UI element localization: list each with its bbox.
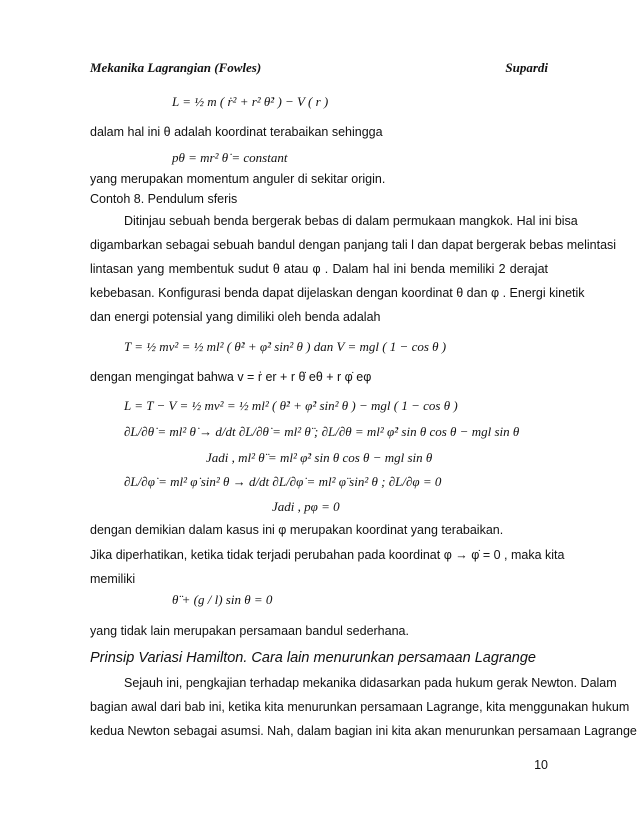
page-number: 10 [534, 758, 548, 772]
equation-momentum: pθ = mr² θ̇ = constant [172, 150, 288, 165]
paragraph-angular-momentum: yang merupakan momentum anguler di sekitar origin. [90, 172, 386, 186]
equation-theta-derivatives: ∂L/∂θ̇ = ml² θ̇ → d/dt ∂L/∂θ̇ = ml² θ̈ ; ∂L/∂θ = ml² φ̇² sin θ cos θ − mgl sin θ [124, 424, 520, 439]
equation-simple-pendulum: θ̈ + (g / l) sin θ = 0 [172, 592, 273, 607]
paragraph-line: Sejauh ini, pengkajian terhadap mekanika didasarkan pada hukum gerak Newton. Dalam [124, 676, 617, 690]
paragraph-velocity: dengan mengingat bahwa v = ṙ er + r θ̇ eθ + r φ̇ eφ [90, 370, 372, 384]
paragraph-line: dan energi potensial yang dimiliki oleh benda adalah [90, 310, 381, 324]
example-title: Contoh 8. Pendulum sferis [90, 192, 238, 206]
paragraph-line: Ditinjau sebuah benda bergerak bebas di dalam permukaan mangkok. Hal ini bisa [124, 214, 578, 228]
paragraph-simple-pendulum: yang tidak lain merupakan persamaan bandul sederhana. [90, 624, 409, 638]
paragraph-line: lintasan yang membentuk sudut θ atau φ . Dalam hal ini benda memiliki 2 derajat [90, 262, 548, 276]
paragraph-line: memiliki [90, 572, 136, 586]
paragraph-phi-ignorable: dengan demikian dalam kasus ini φ merupakan koordinat yang terabaikan. [90, 523, 504, 537]
paragraph-line: bagian awal dari bab ini, ketika kita menurunkan persamaan Lagrange, kita menggunakan hukum [90, 700, 630, 714]
equation-lagrangian-full: L = T − V = ½ mv² = ½ ml² ( θ̇² + φ̇² sin² θ ) − mgl ( 1 − cos θ ) [124, 398, 458, 413]
paragraph-line: kedua Newton sebagai asumsi. Nah, dalam bagian ini kita akan menurunkan persamaan Lagrange [90, 724, 637, 738]
equation-lagrangian: L = ½ m ( ṙ² + r² θ̇² ) − V ( r ) [172, 94, 329, 109]
paragraph-line: kebebasan. Konfigurasi benda dapat dijelaskan dengan koordinat θ dan φ . Energi kinetik [90, 286, 585, 300]
paragraph-ignorable-note: dalam hal ini θ adalah koordinat terabaikan sehingga [90, 125, 383, 139]
paragraph-line: digambarkan sebagai sebuah bandul dengan panjang tali l dan dapat bergerak bebas melintasi [90, 238, 617, 252]
header-title: Mekanika Lagrangian (Fowles) [90, 60, 262, 75]
equation-theta-motion: Jadi , ml² θ̈ = ml² φ̇² sin θ cos θ − mgl sin θ [206, 450, 433, 465]
paragraph-line: Jika diperhatikan, ketika tidak terjadi perubahan pada koordinat φ → φ̇ = 0 , maka kita [90, 548, 565, 562]
equation-energy: T = ½ mv² = ½ ml² ( θ̇² + φ̇² sin² θ ) dan V = mgl ( 1 − cos θ ) [124, 339, 447, 354]
equation-phi-derivatives: ∂L/∂φ̇ = ml² φ̇ sin² θ → d/dt ∂L/∂φ̇ = ml² φ̈ sin² θ ; ∂L/∂φ = 0 [124, 474, 442, 489]
equation-phi-momentum: Jadi , pφ = 0 [272, 499, 340, 514]
header-author: Supardi [505, 60, 548, 75]
section-heading: Prinsip Variasi Hamilton. Cara lain menurunkan persamaan Lagrange [90, 650, 536, 666]
